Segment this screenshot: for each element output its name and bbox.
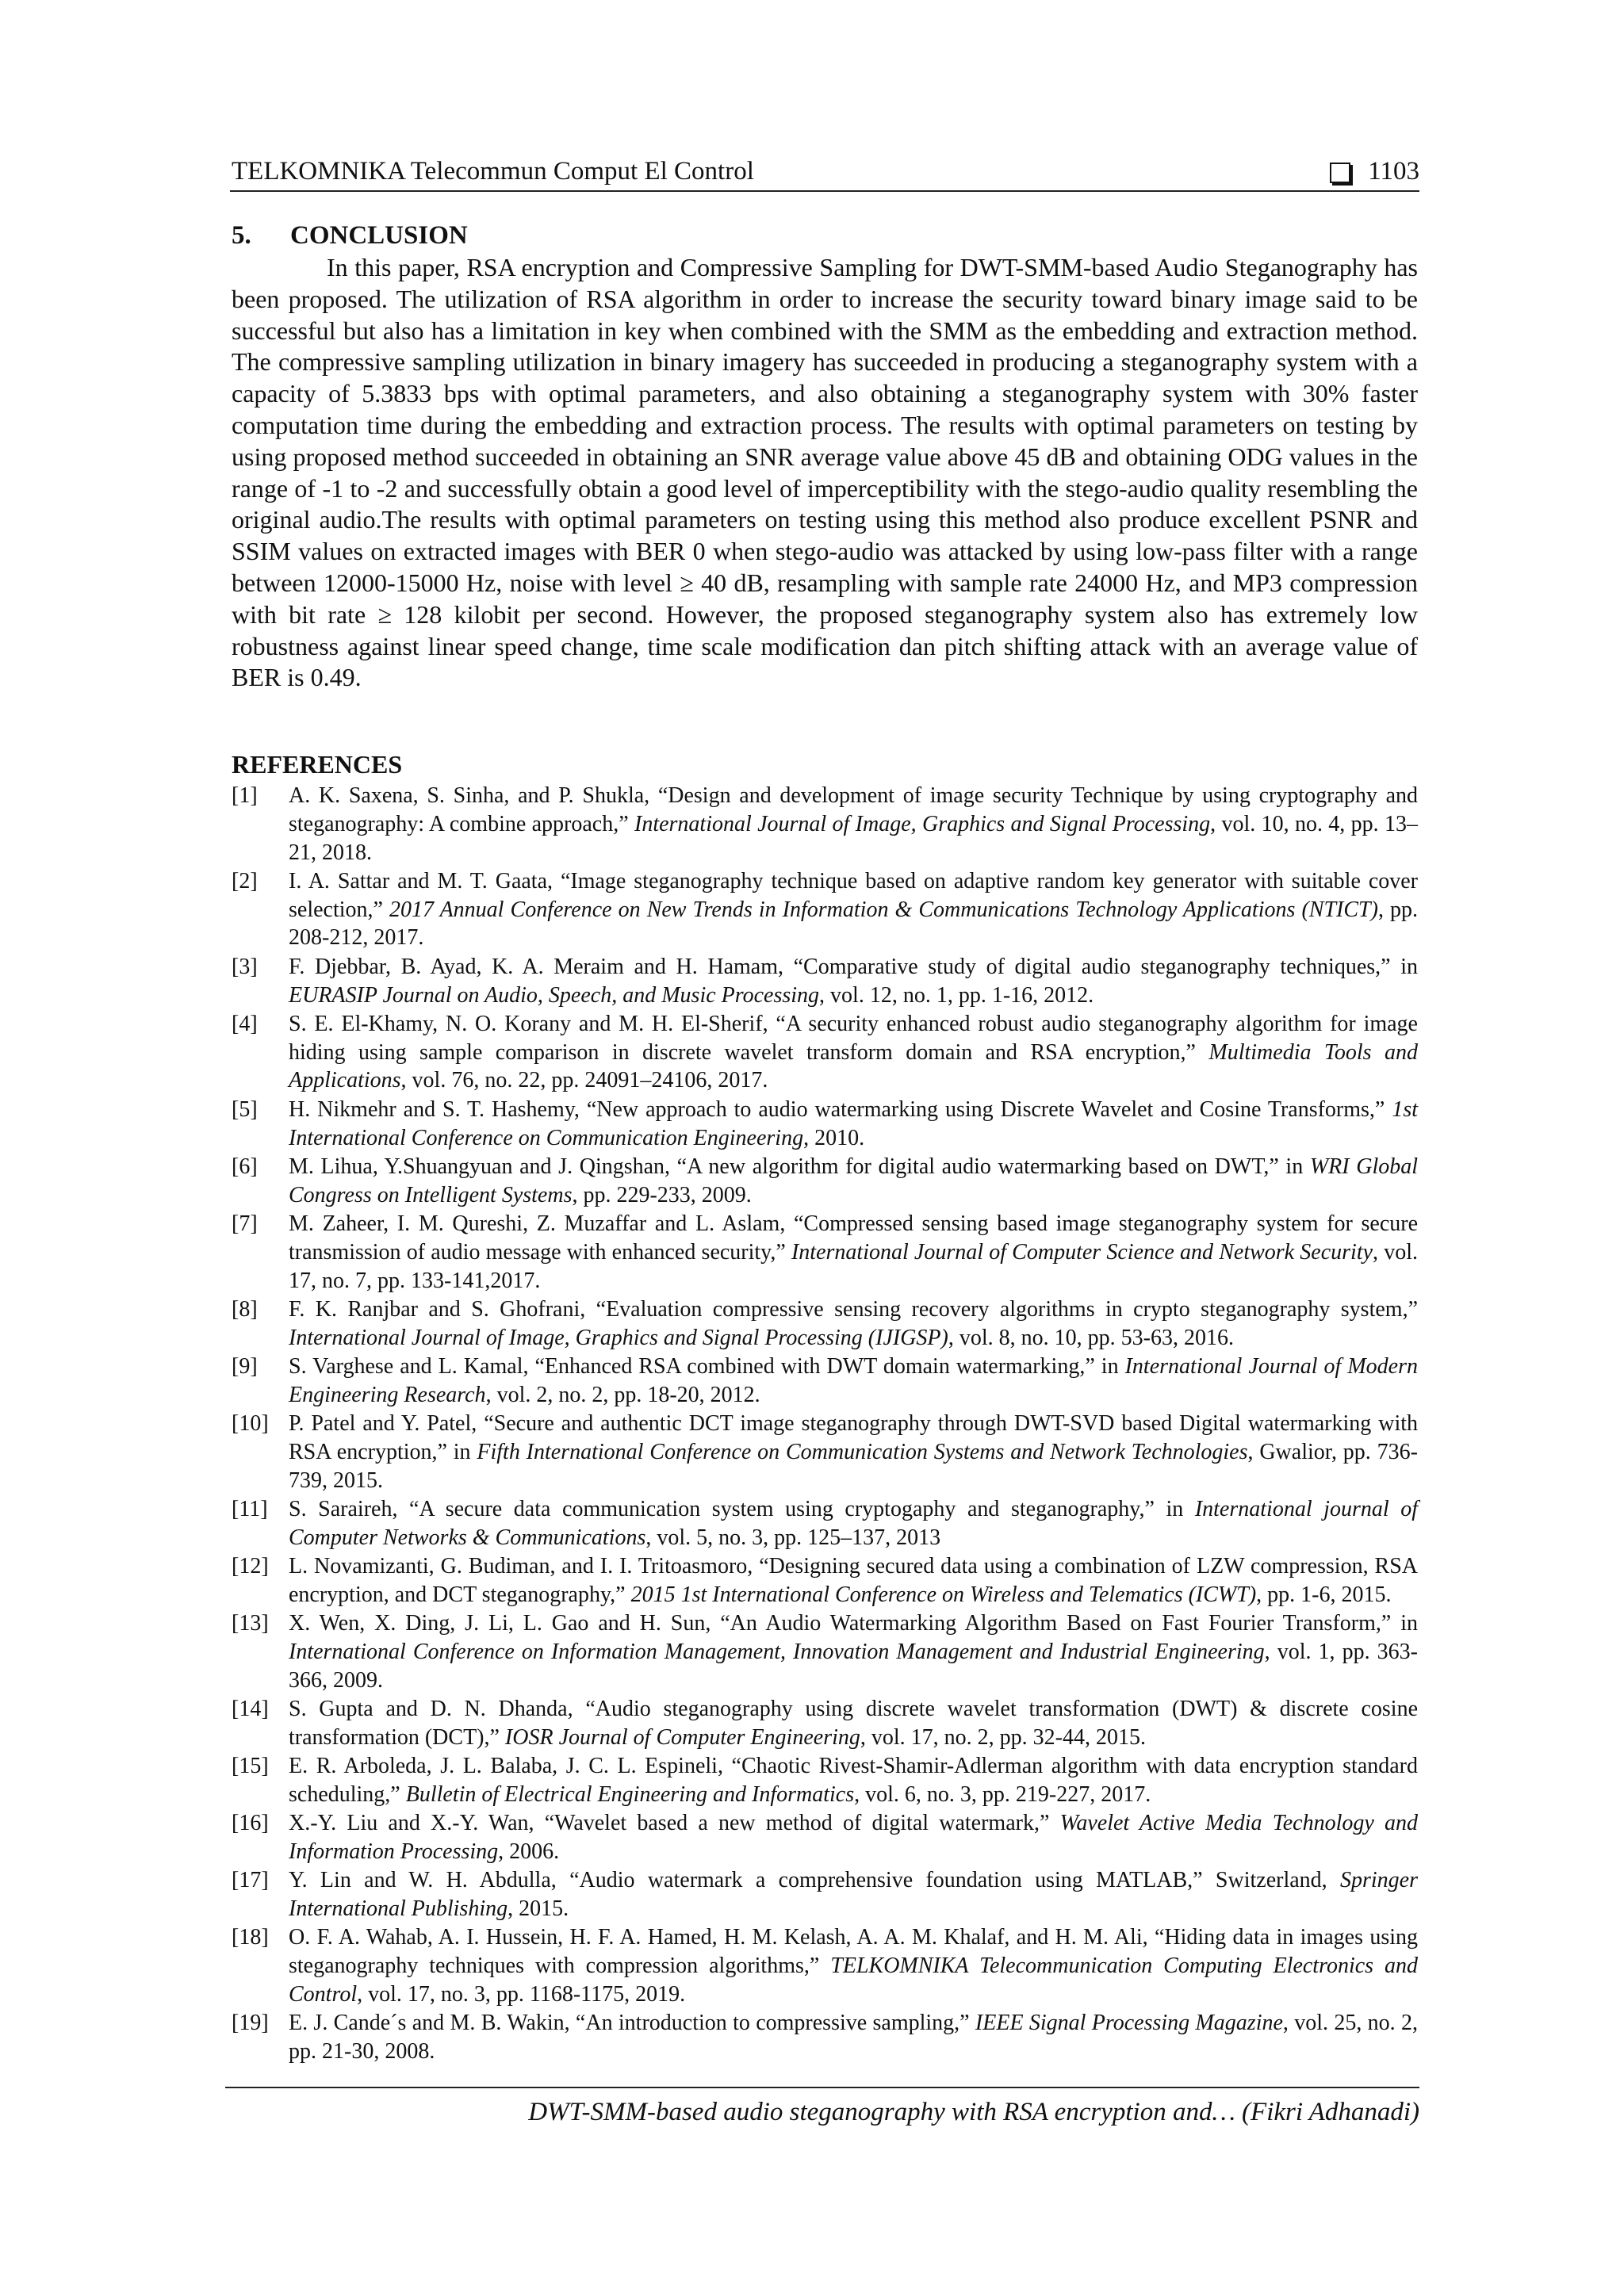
reference-venue: Bulletin of Electrical Engineering and Informatics (405, 1781, 855, 1807)
reference-details: , 2015. (508, 1896, 569, 1922)
reference-text (289, 867, 1418, 952)
reference-item (232, 1752, 1418, 1809)
reference-number: [7] (232, 1211, 258, 1236)
reference-authors-title: S. Saraireh, “A secure data communication system using cryptogaphy and steganography,” in (289, 1496, 1195, 1521)
reference-authors-title: E. J. Cande´s and M. B. Wakin, “An introduction to compressive sampling,” (289, 2011, 975, 2036)
reference-venue: WRI Global Congress on Intelligent Systems (289, 1154, 1419, 1207)
reference-details: , vol. 17, no. 2, pp. 32-44, 2015. (860, 1724, 1146, 1750)
reference-details: , vol. 10, no. 4, pp. 13–21, 2018. (289, 811, 1418, 865)
reference-number: [18] (232, 1925, 269, 1950)
reference-venue: EURASIP Journal on Audio, Speech, and Music Processing (289, 982, 820, 1008)
reference-number: [3] (232, 954, 258, 979)
reference-number: [6] (232, 1154, 258, 1179)
reference-text (289, 1495, 1418, 1552)
reference-details: , vol. 6, no. 3, pp. 219-227, 2017. (854, 1781, 1151, 1807)
reference-authors-title: M. Zaheer, I. M. Qureshi, Z. Muzaffar and L. Aslam, “Compressed sensing based image steganography system for secure transmission of audio message with enhanced security,” (289, 1211, 1418, 1265)
reference-item (232, 1609, 1418, 1694)
reference-number: [8] (232, 1296, 258, 1322)
reference-details: , pp. 229-233, 2009. (572, 1182, 752, 1207)
reference-number: [10] (232, 1411, 269, 1437)
reference-text (289, 953, 1418, 1010)
reference-item (232, 1295, 1418, 1353)
section-title: CONCLUSION (290, 221, 468, 250)
conclusion-paragraph: In this paper, RSA encryption and Compressive Sampling for DWT-SMM-based Audio Steganography has been proposed. The utilization of RSA algorithm in order to increase the security toward binary image said to be successful but also has a limitation in key when combined with the SMM as the embedding and extraction method. The compressive sampling utilization in binary imagery has succeeded in producing a steganography system with a capacity of 5.3833 bps with optimal parameters, and also obtaining a steganography system with 30% faster computation time during the embedding and extraction process. The results with optimal parameters on testing by using proposed method succeeded in obtaining an SNR average value above 45 dB and obtaining ODG values in the range of -1 to -2 and successfully obtain a good level of imperceptibility with the stego-audio quality resembling the original audio.The results with optimal parameters on testing using this method also produce excellent PSNR and SSIM values on extracted images with BER 0 when stego-audio was attacked by using low-pass filter with a range between 12000-15000 Hz, noise with level ≥ 40 dB, resampling with sample rate 24000 Hz, and MP3 compression with bit rate ≥ 128 kilobit per second. However, the proposed steganography system also has extremely low robustness against linear speed change, time scale modification dan pitch shifting attack with an average value of BER is 0.49. (232, 253, 1418, 692)
reference-authors-title: X. Wen, X. Ding, J. Li, L. Gao and H. Sun, “An Audio Watermarking Algorithm Based on Fast Fourier Transform,” in (289, 1611, 1418, 1636)
reference-authors-title: L. Novamizanti, G. Budiman, and I. I. Tritoasmoro, “Designing secured data using a combination of LZW compression, RSA encryption, and DCT steganography,” (289, 1554, 1418, 1607)
reference-authors-title: I. A. Sattar and M. T. Gaata, “Image steganography technique based on adaptive random key generator with suitable cover selection,” (289, 868, 1418, 922)
references-list (232, 782, 1418, 2066)
reference-number: [19] (232, 2011, 269, 2036)
reference-text (289, 1609, 1418, 1694)
reference-details: , vol. 12, no. 1, pp. 1-16, 2012. (819, 982, 1094, 1008)
reference-venue: International Conference on Information Management, Innovation Management and Industrial Engineering (289, 1639, 1265, 1664)
reference-authors-title: F. K. Ranjbar and S. Ghofrani, “Evaluation compressive sensing recovery algorithms in crypto steganography system,” (289, 1296, 1418, 1322)
reference-authors-title: H. Nikmehr and S. T. Hashemy, “New approach to audio watermarking using Discrete Wavelet and Cosine Transforms,” (289, 1096, 1392, 1122)
reference-authors-title: O. F. A. Wahab, A. I. Hussein, H. F. A. Hamed, H. M. Kelash, A. A. M. Khalaf, and H. M. Ali, “Hiding data in images using steganography techniques with compression algorithms,” (289, 1925, 1418, 1979)
reference-number: [11] (232, 1496, 268, 1521)
reference-item (232, 1495, 1418, 1552)
reference-venue: Springer International Publishing (289, 1868, 1418, 1922)
reference-venue: TELKOMNIKA Telecommunication Computing Electronics and Control (289, 1954, 1418, 2007)
reference-item (232, 782, 1418, 867)
reference-venue: International Journal of Image, Graphics and Signal Processing (634, 811, 1211, 836)
reference-item (232, 1809, 1418, 1866)
reference-authors-title: P. Patel and Y. Patel, “Secure and authentic DCT image steganography through DWT-SVD based Digital watermarking with RSA encryption,” in (289, 1411, 1418, 1464)
reference-details: , 2010. (803, 1125, 865, 1150)
reference-details: , vol. 25, no. 2, pp. 21-30, 2008. (289, 2011, 1419, 2064)
reference-details: , vol. 76, no. 22, pp. 24091–24106, 2017. (400, 1068, 768, 1093)
section-heading (232, 220, 468, 251)
reference-details: , vol. 2, no. 2, pp. 18-20, 2012. (485, 1382, 760, 1407)
reference-text (289, 1010, 1418, 1095)
reference-venue: Fifth International Conference on Communication Systems and Network Technologies (477, 1439, 1248, 1464)
reference-number: [12] (232, 1554, 269, 1579)
reference-item (232, 1410, 1418, 1494)
reference-authors-title: M. Lihua, Y.Shuangyuan and J. Qingshan, “A new algorithm for digital audio watermarking based on DWT,” in (289, 1154, 1310, 1179)
reference-details: , pp. 208-212, 2017. (289, 897, 1419, 951)
reference-venue: 1st International Conference on Communication Engineering (289, 1096, 1418, 1150)
reference-number: [13] (232, 1611, 269, 1636)
running-footer: DWT-SMM-based audio steganography with RSA encryption and… (Fikri Adhanadi) (528, 2098, 1419, 2126)
reference-number: [16] (232, 1811, 269, 1836)
reference-details: , vol. 8, no. 10, pp. 53-63, 2016. (948, 1325, 1234, 1350)
reference-authors-title: S. Varghese and L. Kamal, “Enhanced RSA combined with DWT domain watermarking,” in (289, 1353, 1125, 1379)
reference-venue: IOSR Journal of Computer Engineering (504, 1724, 860, 1750)
reference-item (232, 1552, 1418, 1609)
section-number: 5. (232, 221, 251, 250)
reference-text (289, 1096, 1418, 1153)
reference-item (232, 1866, 1418, 1923)
reference-text (289, 1295, 1418, 1353)
reference-authors-title: S. Gupta and D. N. Dhanda, “Audio steganography using discrete wavelet transformation (DWT) & discrete cosine transformation (DCT),” (289, 1697, 1418, 1750)
reference-venue: IEEE Signal Processing Magazine (975, 2011, 1283, 2036)
reference-details: , vol. 17, no. 3, pp. 1168-1175, 2019. (357, 1981, 686, 2007)
reference-number: [17] (232, 1868, 269, 1893)
reference-text (289, 1695, 1418, 1752)
reference-details: , Gwalior, pp. 736-739, 2015. (289, 1439, 1418, 1493)
references-heading: REFERENCES (232, 750, 403, 779)
reference-item (232, 953, 1418, 1010)
page-number: 1103 (1368, 157, 1419, 186)
reference-venue: International Journal of Modern Engineering Research (289, 1353, 1418, 1407)
reference-venue: Wavelet Active Media Technology and Information Processing (289, 1811, 1418, 1864)
reference-item (232, 1695, 1418, 1752)
reference-item (232, 1353, 1418, 1410)
reference-text (289, 1153, 1418, 1210)
reference-venue: Multimedia Tools and Applications (289, 1039, 1418, 1093)
reference-authors-title: E. R. Arboleda, J. L. Balaba, J. C. L. Espineli, “Chaotic Rivest-Shamir-Adlerman algorithm with data encryption standard scheduling,” (289, 1754, 1418, 1807)
reference-authors-title: F. Djebbar, B. Ayad, K. A. Meraim and H. Hamam, “Comparative study of digital audio steganography techniques,” in (289, 954, 1418, 979)
reference-details: , pp. 1-6, 2015. (1256, 1582, 1392, 1607)
reference-text (289, 1923, 1418, 2008)
reference-text (289, 782, 1418, 867)
reference-authors-title: Y. Lin and W. H. Abdulla, “Audio watermark a comprehensive foundation using MATLAB,” Switzerland, (289, 1868, 1340, 1893)
square-icon (1330, 163, 1350, 183)
reference-authors-title: X.-Y. Liu and X.-Y. Wan, “Wavelet based a new method of digital watermark,” (289, 1811, 1060, 1836)
reference-details: , vol. 17, no. 7, pp. 133-141,2017. (289, 1239, 1419, 1293)
reference-details: , vol. 1, pp. 363-366, 2009. (289, 1639, 1419, 1693)
page-number-box (1330, 154, 1419, 189)
reference-item (232, 1096, 1418, 1153)
reference-item (232, 2009, 1418, 2066)
reference-text (289, 1210, 1418, 1295)
reference-details: , vol. 5, no. 3, pp. 125–137, 2013 (645, 1525, 941, 1550)
reference-text (289, 2009, 1418, 2066)
reference-item (232, 1923, 1418, 2008)
reference-item (232, 1010, 1418, 1095)
reference-item (232, 1153, 1418, 1210)
reference-details: , 2006. (498, 1839, 560, 1864)
reference-item (232, 1210, 1418, 1295)
reference-authors-title: S. E. El-Khamy, N. O. Korany and M. H. El-Sherif, “A security enhanced robust audio steganography algorithm for image hiding using sample comparison in discrete wavelet transform domain and RSA encryption,” (289, 1011, 1418, 1065)
reference-venue: 2015 1st International Conference on Wireless and Telematics (ICWT) (630, 1582, 1257, 1607)
reference-venue: 2017 Annual Conference on New Trends in Information & Communications Technology Applications (NTICT) (389, 897, 1378, 922)
reference-number: [4] (232, 1011, 258, 1036)
reference-item (232, 867, 1418, 952)
reference-number: [1] (232, 783, 258, 808)
reference-venue: International Journal of Image, Graphics and Signal Processing (IJIGSP) (289, 1325, 948, 1350)
reference-text (289, 1752, 1418, 1809)
reference-authors-title: A. K. Saxena, S. Sinha, and P. Shukla, “Design and development of image security Technique by using cryptography and steganography: A combine approach,” (289, 783, 1418, 836)
reference-text (289, 1809, 1418, 1866)
reference-number: [2] (232, 868, 258, 894)
running-header (230, 154, 1419, 192)
reference-text (289, 1866, 1418, 1923)
reference-number: [9] (232, 1353, 258, 1379)
reference-number: [5] (232, 1096, 258, 1122)
reference-text (289, 1410, 1418, 1494)
journal-title: TELKOMNIKA Telecommun Comput El Control (232, 157, 754, 186)
footer-rule (225, 2087, 1419, 2088)
reference-text (289, 1353, 1418, 1410)
reference-venue: International journal of Computer Networks & Communications (289, 1496, 1418, 1550)
reference-number: [14] (232, 1697, 269, 1721)
reference-number: [15] (232, 1754, 269, 1779)
reference-venue: International Journal of Computer Science and Network Security (791, 1239, 1373, 1265)
reference-text (289, 1552, 1418, 1609)
